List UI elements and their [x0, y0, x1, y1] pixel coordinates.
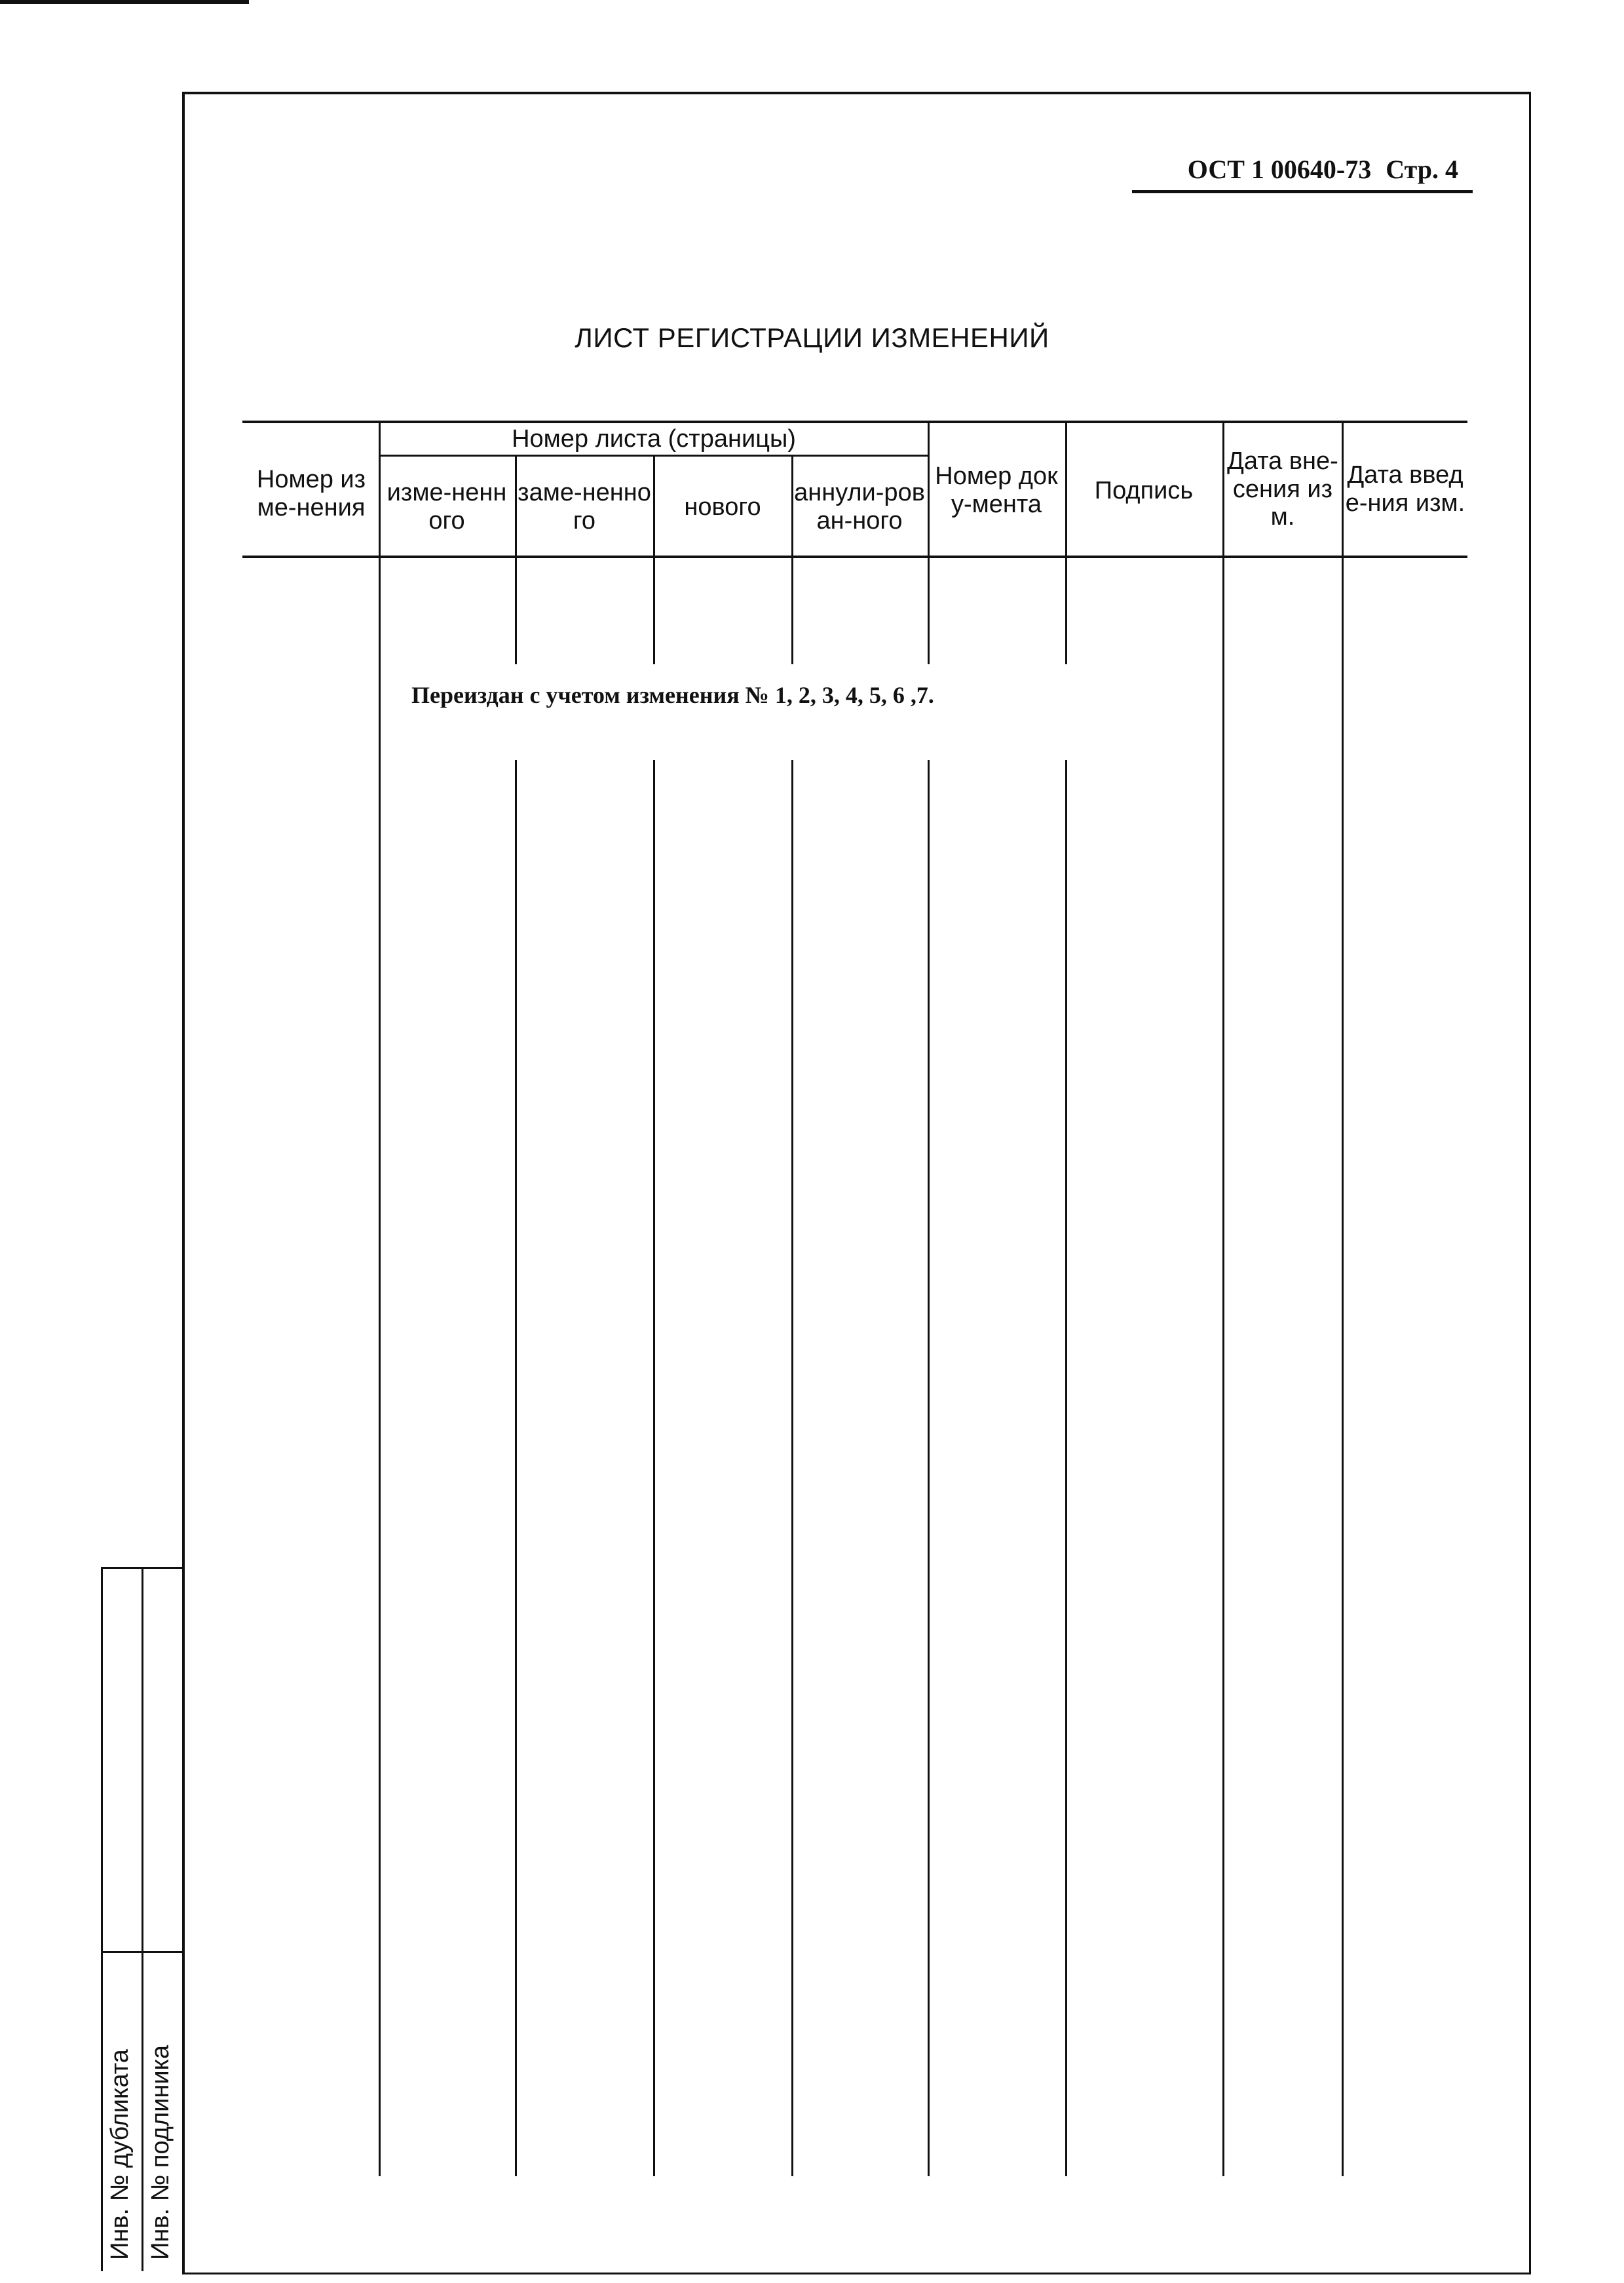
original-inventory-label: Инв. № подлиника [147, 2045, 174, 2260]
header-change-number: Номер изме-нения [256, 466, 366, 521]
page-number: Стр. 4 [1386, 155, 1458, 184]
header-replaced: заме-ненного [518, 479, 651, 535]
header-sheet-number-group: Номер листа (страницы) [512, 425, 796, 453]
page-title: ЛИСТ РЕГИСТРАЦИИ ИЗМЕНЕНИЙ [575, 322, 1049, 353]
page-frame [182, 92, 1531, 2274]
col-divider-7 [1222, 421, 1224, 2176]
col-divider-8 [1342, 421, 1344, 2176]
reissue-note: Переиздан с учетом изменения № 1, 2, 3, 4, 5, 6 ,7. [411, 682, 934, 708]
col-divider-1 [379, 421, 381, 2176]
scan-edge-mark [0, 0, 249, 4]
header-changed: изме-ненного [387, 479, 507, 535]
stamp-top-rule [101, 1567, 183, 1569]
col-divider-5-lower [928, 760, 930, 2176]
header-date-entry: Дата вне-сения изм. [1227, 447, 1338, 531]
header-date-effective: Дата введе-ния изм. [1345, 461, 1465, 517]
header-document-number: Номер доку-мента [935, 462, 1058, 518]
stamp-mid-rule [101, 1951, 183, 1953]
col-divider-5 [928, 421, 930, 664]
stamp-divider [142, 1567, 143, 2271]
col-divider-4-lower [791, 760, 793, 2176]
col-divider-6 [1065, 421, 1067, 664]
col-divider-4 [791, 455, 793, 664]
document-header [1132, 154, 1473, 193]
header-signature: Подпись [1094, 476, 1194, 504]
col-divider-2-lower [515, 760, 517, 2176]
duplicate-inventory-label: Инв. № дубликата [106, 2049, 134, 2260]
col-divider-6-lower [1065, 760, 1067, 2176]
header-annulled: аннули-рован-ного [794, 479, 925, 535]
col-divider-2 [515, 455, 517, 664]
table-header-bottom-rule [242, 556, 1467, 558]
header-new: нового [684, 493, 761, 521]
stamp-outer-left [101, 1567, 103, 2271]
col-divider-3 [653, 455, 655, 664]
document-code: ОСТ 1 00640-73 [1187, 155, 1372, 184]
col-divider-3-lower [653, 760, 655, 2176]
